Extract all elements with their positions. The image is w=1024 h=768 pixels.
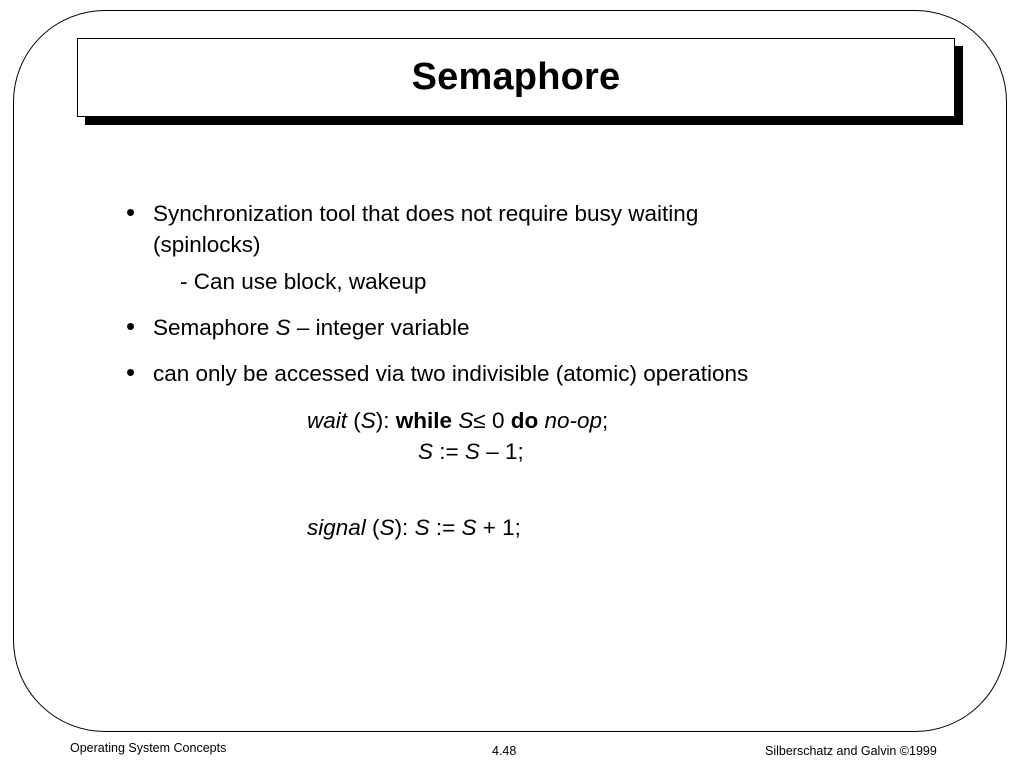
- wait-name: wait: [307, 408, 348, 433]
- slide-content: [126, 198, 886, 389]
- do-keyword: do: [510, 408, 539, 433]
- semicolon: ;: [602, 408, 609, 433]
- footer-copyright: Silberschatz and Galvin ©1999: [765, 744, 937, 758]
- var-s: S: [379, 515, 395, 540]
- bullet-semaphore-variable: [126, 312, 886, 343]
- bullet-dot: •: [126, 197, 136, 227]
- paren: (: [347, 408, 361, 433]
- sub-bullet-block-wakeup: - Can use block, wakeup: [180, 269, 427, 294]
- bullet-text-line1: Synchronization tool that does not require busy waiting: [153, 201, 699, 226]
- var-s: S: [275, 315, 291, 340]
- bullet-text: can only be accessed via two indivisible (atomic) operations: [153, 361, 749, 386]
- noop: no-op: [544, 408, 603, 433]
- var-s: S: [464, 439, 480, 464]
- title-box: [77, 38, 955, 117]
- bullet-text: Semaphore: [153, 315, 276, 340]
- paren: ):: [375, 408, 396, 433]
- paren: ):: [394, 515, 415, 540]
- leq-symbol: ≤: [473, 408, 486, 433]
- bullet-synchronization: [126, 198, 886, 260]
- assign: :=: [433, 439, 465, 464]
- wait-definition: [307, 405, 608, 436]
- assign: :=: [429, 515, 462, 540]
- bullet-atomic-operations: [126, 358, 886, 389]
- while-keyword: while: [395, 408, 453, 433]
- var-s: S: [418, 439, 434, 464]
- var-s: S: [360, 408, 376, 433]
- footer-page-number: 4.48: [492, 744, 517, 758]
- zero: 0: [485, 408, 511, 433]
- bullet-dot: •: [126, 311, 136, 341]
- var-s: S: [458, 408, 474, 433]
- var-s: S: [461, 515, 477, 540]
- signal-name: signal: [307, 515, 366, 540]
- bullet-dot: •: [126, 357, 136, 387]
- increment: + 1;: [476, 515, 521, 540]
- paren: (: [365, 515, 380, 540]
- bullet-text-line2: (spinlocks): [153, 232, 261, 257]
- var-s: S: [414, 515, 430, 540]
- decrement: – 1;: [479, 439, 524, 464]
- footer-course-title: Operating System Concepts: [70, 741, 227, 755]
- slide-title: Semaphore: [411, 56, 621, 98]
- wait-decrement: [418, 436, 524, 467]
- bullet-text: – integer variable: [290, 315, 470, 340]
- signal-definition: [307, 512, 521, 543]
